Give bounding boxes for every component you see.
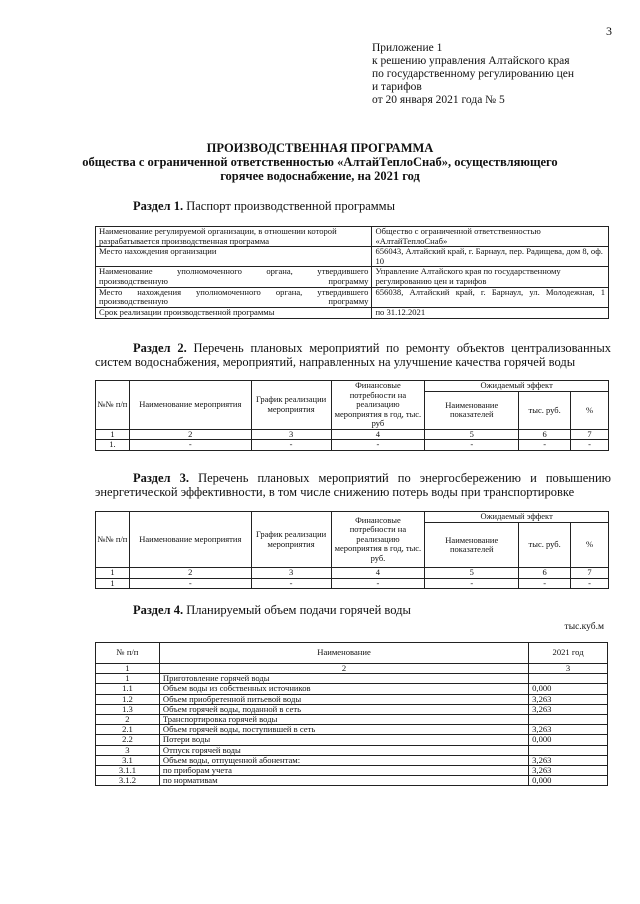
row-num: 2 [96,715,160,725]
section-label: Раздел 1. [133,199,184,213]
section-title: Планируемый объем подачи горячей воды [183,603,411,617]
table-row [96,745,608,755]
energy-saving-table [95,511,609,589]
appendix-line: и тарифов [372,81,422,93]
header-num: № п/п [96,643,160,664]
header-finance: Финансовые потребности на реализацию мероприятия в год, тыс. руб [331,381,425,430]
table-cell: 4 [331,429,425,440]
column-number-row [96,429,609,440]
row-name: Потери воды [159,735,528,745]
repair-measures-table [95,380,609,451]
page-number: 3 [606,24,612,38]
table-cell: 5 [425,429,519,440]
table-row [96,735,608,745]
table-row [96,694,608,704]
table-cell: 7 [571,568,609,579]
row-value [529,715,608,725]
table-cell: - [425,578,519,589]
header-num: №№ п/п [96,512,130,568]
table-cell: 6 [519,568,571,579]
table-cell: - [129,578,251,589]
table-cell: 7 [571,429,609,440]
row-num: 1.3 [96,704,160,714]
section-label: Раздел 2. [133,341,187,355]
table-row [96,776,608,786]
table-row [96,227,609,247]
table-cell: - [129,440,251,451]
column-number-row [96,568,609,579]
appendix-line: по государственному регулированию цен [372,68,575,80]
table-cell: 2 [159,664,528,674]
row-name: Объем воды из собственных источников [159,684,528,694]
header-indicator: Наименование показателей [425,392,519,429]
appendix-line: от 20 января 2021 года № 5 [372,94,505,106]
section-label: Раздел 4. [133,603,184,617]
section-label: Раздел 3. [133,471,190,485]
table-cell: по 31.12.2021 [372,307,609,318]
table-cell: 1 [96,429,130,440]
section3-heading [95,471,611,499]
row-name: Объем горячей воды, поданной в сеть [159,704,528,714]
row-value: 0,000 [529,776,608,786]
row-num: 3.1.1 [96,766,160,776]
table-cell: - [571,578,609,589]
row-value: 3,263 [529,725,608,735]
table-cell: 1 [96,568,130,579]
table-cell: Общество с ограниченной ответственностью «АлтайТеплоСнаб» [372,227,609,247]
table-cell: 3 [251,568,331,579]
table-cell: 3 [251,429,331,440]
section1-heading [133,199,395,213]
header-name: Наименование [159,643,528,664]
table-row [96,287,609,307]
header-percent: % [571,523,609,568]
row-name: Транспортировка горячей воды [159,715,528,725]
header-thousand: тыс. руб. [519,523,571,568]
table-row [96,755,608,765]
table-cell: 4 [331,568,425,579]
header-effect: Ожидаемый эффект [425,512,609,523]
row-value [529,745,608,755]
table-cell: 5 [425,568,519,579]
table-row [96,715,608,725]
row-num: 3 [96,745,160,755]
row-name: по нормативам [159,776,528,786]
table-header-row [96,381,609,392]
row-num: 3.1 [96,755,160,765]
table-cell: - [519,440,571,451]
table-cell: Наименование регулируемой организации, в отношении которой разрабатывается производственная программа [96,227,372,247]
table-cell: Управление Алтайского края по государственному регулированию цен и тарифов [372,267,609,287]
row-name: Объем приобретенной питьевой воды [159,694,528,704]
header-finance: Финансовые потребности на реализацию мероприятия в год, тыс. руб. [331,512,425,568]
section-title: Перечень плановых мероприятий по энергосбережению и повышению энергетической эффективности, в том числе снижению потерь воды при транспортировке [95,471,611,499]
table-cell: - [519,578,571,589]
section4-heading [133,603,411,617]
header-name: Наименование мероприятия [129,381,251,430]
table-cell: 656038, Алтайский край, г. Барнаул, ул. Молодежная, 1 [372,287,609,307]
row-name: Отпуск горячей воды [159,745,528,755]
row-num: 1.2 [96,694,160,704]
table-header-row [96,512,609,523]
table-cell: - [331,440,425,451]
row-name: Приготовление горячей воды [159,674,528,684]
title-line: общества с ограниченной ответственностью «АлтайТеплоСнаб», осуществляющего [82,155,558,169]
column-number-row [96,664,608,674]
document-title [0,141,640,183]
table-row [96,247,609,267]
header-year: 2021 год [529,643,608,664]
table-cell: - [425,440,519,451]
header-indicator: Наименование показателей [425,523,519,568]
table-cell: 656043, Алтайский край, г. Барнаул, пер. Радищева, дом 8, оф. 10 [372,247,609,267]
table-cell: 1 [96,578,130,589]
header-thousand: тыс. руб. [519,392,571,429]
table-row [96,674,608,684]
header-effect: Ожидаемый эффект [425,381,609,392]
table-cell: 1 [96,664,160,674]
row-name: по приборам учета [159,766,528,776]
table-row [96,307,609,318]
table-cell: 2 [129,429,251,440]
row-num: 2.2 [96,735,160,745]
row-value: 3,263 [529,694,608,704]
table-cell: 3 [529,664,608,674]
table-cell: Срок реализации производственной программы [96,307,372,318]
title-line: горячее водоснабжение, на 2021 год [220,169,420,183]
header-percent: % [571,392,609,429]
row-num: 2.1 [96,725,160,735]
table-row [96,267,609,287]
table-cell: - [571,440,609,451]
title-line: ПРОИЗВОДСТВЕННАЯ ПРОГРАММА [206,141,434,155]
row-value [529,674,608,684]
header-schedule: График реализации мероприятия [251,381,331,430]
row-value: 0,000 [529,735,608,745]
section-title: Паспорт производственной программы [183,199,395,213]
table-cell: - [251,578,331,589]
table-row [96,440,609,451]
header-name: Наименование мероприятия [129,512,251,568]
table-cell: - [331,578,425,589]
table-cell: - [251,440,331,451]
row-value: 3,263 [529,766,608,776]
unit-label: тыс.куб.м [564,622,604,632]
appendix-line: Приложение 1 [372,42,443,54]
row-value: 3,263 [529,755,608,765]
table-header-row [96,643,608,664]
table-row [96,725,608,735]
appendix-line: к решению управления Алтайского края [372,55,570,67]
table-row [96,704,608,714]
header-num: №№ п/п [96,381,130,430]
table-row [96,766,608,776]
row-num: 1 [96,674,160,684]
table-row [96,578,609,589]
table-cell: 2 [129,568,251,579]
table-row [96,684,608,694]
passport-table [95,226,609,319]
header-schedule: График реализации мероприятия [251,512,331,568]
hot-water-volume-table [95,642,608,786]
appendix-block [372,42,622,107]
table-cell: Наименование уполномоченного органа, утвердившего производственную программу [96,267,372,287]
table-cell: 1. [96,440,130,451]
row-num: 3.1.2 [96,776,160,786]
row-value: 3,263 [529,704,608,714]
section-title: Перечень плановых мероприятий по ремонту объектов централизованных систем водоснабжения, мероприятий, направленных на улучшение качества горячей воды [95,341,611,369]
row-value: 0,000 [529,684,608,694]
table-cell: Место нахождения уполномоченного органа, утвердившего производственную программу [96,287,372,307]
row-name: Объем горячей воды, поступившей в сеть [159,725,528,735]
row-num: 1.1 [96,684,160,694]
row-name: Объем воды, отпущенной абонентам: [159,755,528,765]
table-cell: 6 [519,429,571,440]
table-cell: Место нахождения организации [96,247,372,267]
section2-heading [95,341,611,369]
